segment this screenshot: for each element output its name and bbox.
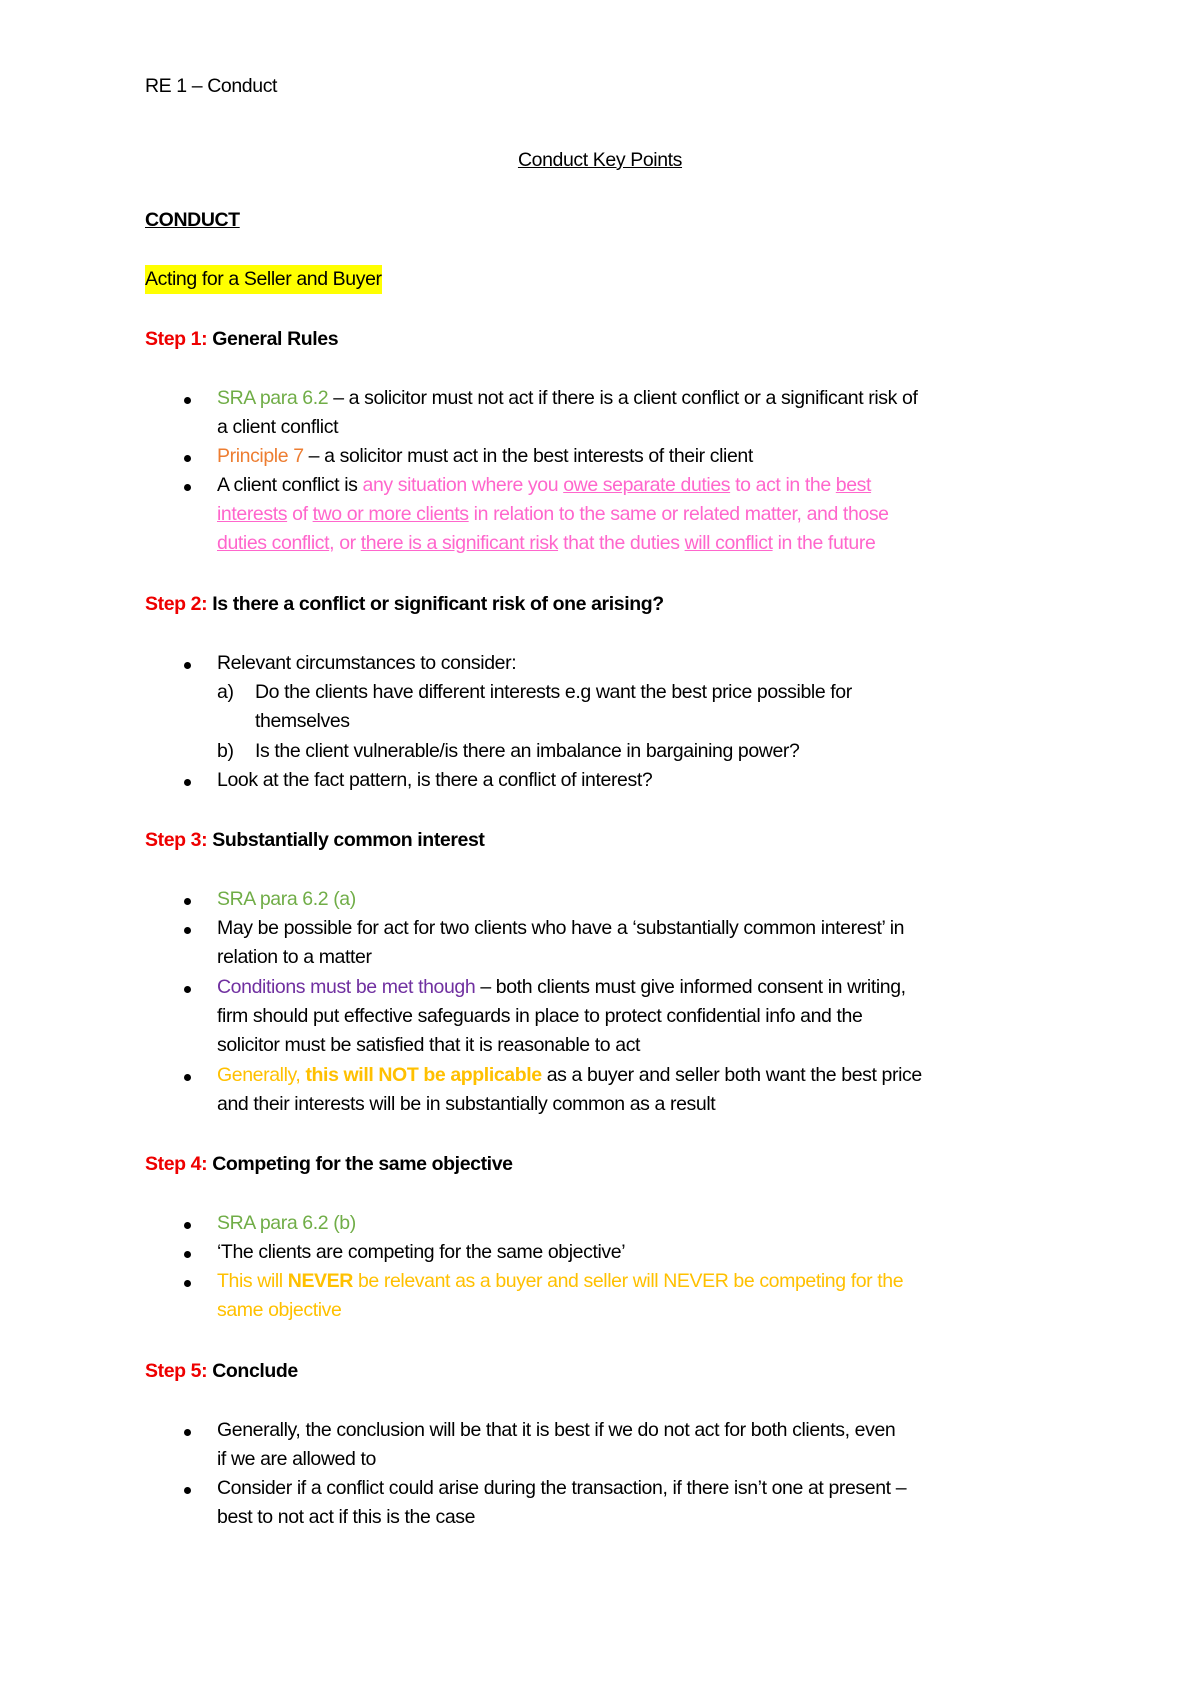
definition-key-term: owe separate duties — [563, 474, 731, 496]
step3-bullet-3-line-1 — [217, 973, 906, 1002]
bullet-icon — [184, 1074, 191, 1081]
definition-key-term: interests — [217, 503, 288, 525]
bullet-icon — [184, 484, 191, 491]
step1-bullet-1-line-1 — [217, 384, 918, 413]
emphasis-strong: this will NOT be applicable — [305, 1064, 542, 1086]
emphasis-strong: NEVER — [287, 1270, 353, 1292]
definition-key-term: there is a significant risk — [360, 532, 559, 554]
conditions-label: Conditions must be met though — [217, 976, 476, 998]
step-label: Step 5: — [145, 1360, 208, 1382]
definition-text: to act in the — [730, 474, 836, 496]
step-label: Step 4: — [145, 1153, 208, 1175]
step2-bullet-1: Relevant circumstances to consider: — [217, 652, 517, 674]
definition-text: any situation where you — [362, 474, 564, 496]
bullet-text: A client conflict is — [217, 474, 363, 496]
step-4-heading — [145, 1150, 513, 1179]
step-title: Conclude — [207, 1360, 298, 1382]
step3-bullet-2-line-2: relation to a matter — [217, 946, 372, 968]
definition-text: , or — [329, 532, 361, 554]
sub-item-label-a: a) — [217, 681, 234, 703]
rule-reference: SRA para 6.2 — [217, 387, 329, 409]
emphasis-text: be relevant as a buyer and seller will NEVER be competing for the — [352, 1270, 904, 1292]
step5-bullet-1-line-2: if we are allowed to — [217, 1448, 376, 1470]
definition-key-term: duties conflict — [217, 532, 330, 554]
step5-bullet-2-line-1: Consider if a conflict could arise during the transaction, if there isn’t one at present – — [217, 1477, 907, 1499]
step-label: Step 2: — [145, 593, 208, 615]
step4-bullet-1: SRA para 6.2 (b) — [217, 1212, 356, 1234]
step5-bullet-2-line-2: best to not act if this is the case — [217, 1506, 476, 1528]
bullet-icon — [184, 927, 191, 934]
topic-heading: Acting for a Seller and Buyer — [145, 265, 382, 294]
step-title: Is there a conflict or significant risk of one arising? — [207, 593, 664, 615]
bullet-icon — [184, 455, 191, 462]
emphasis-text: Generally, — [217, 1064, 306, 1086]
bullet-icon — [184, 986, 191, 993]
step2-sub-a-line-2: themselves — [255, 710, 350, 732]
step3-bullet-4-line-2: and their interests will be in substantially common as a result — [217, 1093, 716, 1115]
step-title: General Rules — [207, 328, 339, 350]
bullet-icon — [184, 397, 191, 404]
step4-bullet-2: ‘The clients are competing for the same objective’ — [217, 1241, 626, 1263]
definition-key-term: two or more clients — [312, 503, 469, 525]
step3-bullet-3-line-3: solicitor must be satisfied that it is reasonable to act — [217, 1034, 641, 1056]
emphasis-text: This will — [217, 1270, 288, 1292]
bullet-text: – a solicitor must not act if there is a client conflict or a significant risk of — [328, 387, 918, 409]
definition-text: of — [287, 503, 313, 525]
definition-key-term: best — [835, 474, 872, 496]
step1-bullet-3-line-3 — [217, 529, 875, 558]
step2-bullet-2: Look at the fact pattern, is there a conflict of interest? — [217, 769, 653, 791]
step-2-heading — [145, 590, 664, 619]
bullet-text: – both clients must give informed consent in writing, — [475, 976, 906, 998]
step2-sub-b: Is the client vulnerable/is there an imbalance in bargaining power? — [255, 740, 800, 762]
step2-sub-a-line-1: Do the clients have different interests e.g want the best price possible for — [255, 681, 852, 703]
page-header: RE 1 – Conduct — [145, 75, 278, 97]
definition-key-term: will conflict — [684, 532, 773, 554]
section-heading: CONDUCT — [145, 209, 240, 231]
definition-text: in relation to the same or related matter, and those — [468, 503, 889, 525]
bullet-text: – a solicitor must act in the best interests of their client — [303, 445, 753, 467]
principle-reference: Principle 7 — [217, 445, 304, 467]
step-title: Substantially common interest — [207, 829, 485, 851]
bullet-icon — [184, 1487, 191, 1494]
sub-item-label-b: b) — [217, 740, 234, 762]
step3-bullet-4-line-1 — [217, 1061, 922, 1090]
step1-bullet-1-line-2: a client conflict — [217, 416, 339, 438]
bullet-icon — [184, 779, 191, 786]
bullet-icon — [184, 1429, 191, 1436]
bullet-icon — [184, 1280, 191, 1287]
step1-bullet-2 — [217, 442, 753, 471]
step-5-heading — [145, 1357, 298, 1386]
bullet-text: as a buyer and seller both want the best price — [541, 1064, 922, 1086]
step3-bullet-3-line-2: firm should put effective safeguards in place to protect confidential info and the — [217, 1005, 863, 1027]
bullet-icon — [184, 662, 191, 669]
bullet-icon — [184, 1222, 191, 1229]
step-3-heading — [145, 826, 485, 855]
bullet-icon — [184, 898, 191, 905]
bullet-icon — [184, 1251, 191, 1258]
document-title: Conduct Key Points — [517, 149, 683, 171]
step5-bullet-1-line-1: Generally, the conclusion will be that it is best if we do not act for both clients, even — [217, 1419, 896, 1441]
step-label: Step 1: — [145, 328, 208, 350]
step4-bullet-3-line-1 — [217, 1267, 903, 1296]
step-title: Competing for the same objective — [207, 1153, 513, 1175]
step1-bullet-3-line-1 — [217, 471, 871, 500]
step-1-heading — [145, 325, 338, 354]
definition-text: in the future — [772, 532, 876, 554]
step-label: Step 3: — [145, 829, 208, 851]
definition-text: that the duties — [558, 532, 685, 554]
step3-bullet-1: SRA para 6.2 (a) — [217, 888, 356, 910]
step1-bullet-3-line-2 — [217, 500, 889, 529]
step3-bullet-2-line-1: May be possible for act for two clients who have a ‘substantially common interest’ in — [217, 917, 905, 939]
step4-bullet-3-line-2: same objective — [217, 1299, 342, 1321]
